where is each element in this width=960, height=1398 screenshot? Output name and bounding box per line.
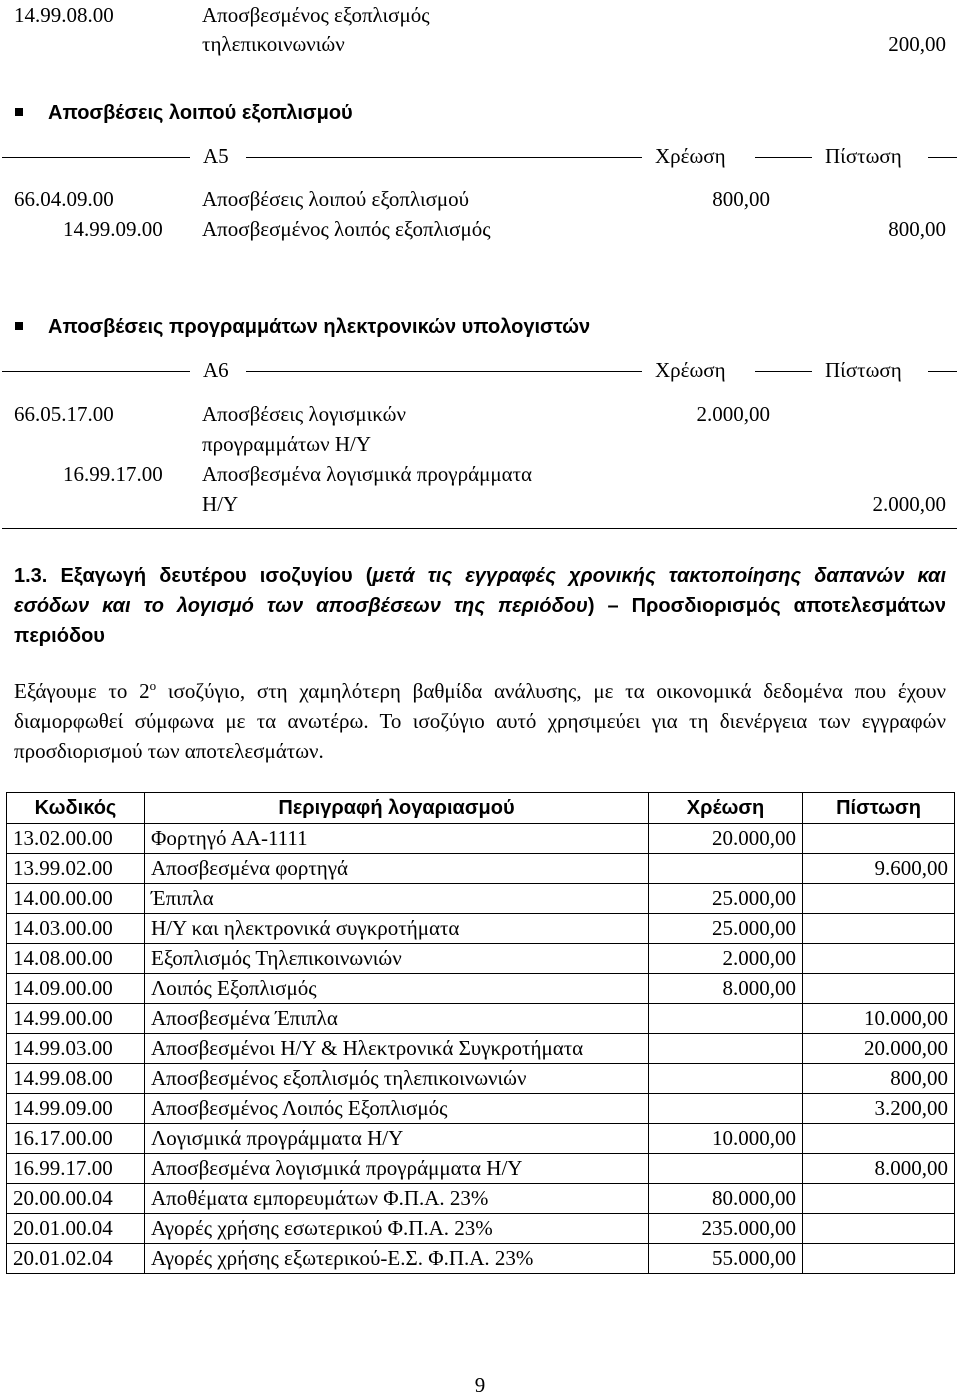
cell-credit: 3.200,00 (803, 1094, 955, 1124)
cell-code: 14.99.03.00 (7, 1034, 145, 1064)
trial-balance-table (6, 792, 955, 1274)
cell-credit (803, 1184, 955, 1214)
top-entry-credit: 200,00 (888, 32, 946, 56)
cell-credit (803, 974, 955, 1004)
table-row (7, 1124, 955, 1154)
a6-row-desc-line1: Αποσβεσμένα λογισμικά προγράμματα (202, 462, 533, 486)
column-header: Πίστωση (803, 793, 955, 824)
cell-debit: 235.000,00 (649, 1214, 803, 1244)
a6-credit-label: Πίστωση (825, 358, 902, 382)
table-row (7, 824, 955, 854)
cell-debit: 20.000,00 (649, 824, 803, 854)
cell-code: 14.00.00.00 (7, 884, 145, 914)
cell-code: 14.99.09.00 (7, 1094, 145, 1124)
cell-credit (803, 824, 955, 854)
a6-row-credit: 2.000,00 (872, 492, 946, 516)
bullet-icon (15, 108, 23, 116)
table-row (7, 1154, 955, 1184)
cell-code: 13.99.02.00 (7, 854, 145, 884)
cell-debit: 80.000,00 (649, 1184, 803, 1214)
bullet-icon (15, 322, 23, 330)
divider (2, 371, 190, 372)
top-entry-desc-line1: Αποσβεσμένος εξοπλισμός (202, 3, 430, 27)
cell-desc: Αποσβεσμένοι Η/Υ & Ηλεκτρονικά Συγκροτήματα (145, 1034, 649, 1064)
cell-desc: Εξοπλισμός Τηλεπικοινωνιών (145, 944, 649, 974)
divider (755, 371, 812, 372)
cell-code: 13.02.00.00 (7, 824, 145, 854)
top-entry-desc-line2: τηλεπικοινωνιών (202, 32, 345, 56)
divider (246, 371, 642, 372)
cell-desc: Αποσβεσμένος εξοπλισμός τηλεπικοινωνιών (145, 1064, 649, 1094)
body-paragraph: Εξάγουμε το $2^o$ ισοζύγιο, στη χαμηλότερη βαθμίδα ανάλυσης, με τα οικονομικά δεδομένα που έχουν διαμορφωθεί σύμφωνα με τα ανωτέρω. Το ισοζύγιο αυτό χρησιμεύει για τη διενέργεια των εγγραφών προσδιορισμού των αποτελεσμάτων. (14, 678, 946, 763)
cell-desc: Αγορές χρήσης εξωτερικού-Ε.Σ. Φ.Π.Α. 23% (145, 1244, 649, 1274)
cell-code: 14.08.00.00 (7, 944, 145, 974)
cell-desc: Έπιπλα (145, 884, 649, 914)
cell-debit: 10.000,00 (649, 1124, 803, 1154)
cell-code: 14.99.00.00 (7, 1004, 145, 1034)
cell-debit (649, 1154, 803, 1184)
a6-row-desc-line2: Η/Υ (202, 492, 239, 516)
section-a5-title: Αποσβέσεις λοιπού εξοπλισμού (48, 102, 353, 124)
divider (246, 157, 642, 158)
cell-debit (649, 1094, 803, 1124)
a5-row-code: 66.04.09.00 (14, 187, 114, 211)
table-row (7, 854, 955, 884)
cell-code: 20.00.00.04 (7, 1184, 145, 1214)
divider (928, 371, 957, 372)
a6-row-code: 16.99.17.00 (63, 462, 163, 486)
cell-debit: 25.000,00 (649, 914, 803, 944)
a6-debit-label: Χρέωση (655, 358, 726, 382)
heading-italic: μετά τις εγγραφές χρονικής τακτοποίησης δαπανών και εσόδων και το λογισμό των αποσβέσεων της περιόδου (14, 565, 946, 617)
cell-debit (649, 854, 803, 884)
column-header: Κωδικός (7, 793, 145, 824)
cell-code: 16.99.17.00 (7, 1154, 145, 1184)
cell-credit: 800,00 (803, 1064, 955, 1094)
table-row (7, 1094, 955, 1124)
a5-row-desc: Αποσβέσεις λοιπού εξοπλισμού (202, 187, 470, 211)
cell-desc: Αποσβεσμένα Έπιπλα (145, 1004, 649, 1034)
a5-debit-label: Χρέωση (655, 144, 726, 168)
cell-credit (803, 1124, 955, 1154)
cell-code: 20.01.02.04 (7, 1244, 145, 1274)
section-number: 1.3. (14, 565, 48, 587)
cell-debit: 25.000,00 (649, 884, 803, 914)
column-header: Περιγραφή λογαριασμού (145, 793, 649, 824)
cell-code: 14.99.08.00 (7, 1064, 145, 1094)
page-number: 9 (474, 1373, 486, 1397)
a5-article-label: Α5 (203, 144, 229, 168)
cell-credit (803, 1214, 955, 1244)
cell-debit (649, 1034, 803, 1064)
cell-debit: 55.000,00 (649, 1244, 803, 1274)
cell-desc: Αποσβεσμένα φορτηγά (145, 854, 649, 884)
divider (755, 157, 812, 158)
table-row (7, 884, 955, 914)
cell-desc: Λογισμικά προγράμματα Η/Υ (145, 1124, 649, 1154)
top-entry-code: 14.99.08.00 (14, 3, 114, 27)
section-a6-title: Αποσβέσεις προγραμμάτων ηλεκτρονικών υπολογιστών (48, 316, 591, 338)
a6-article-label: Α6 (203, 358, 229, 382)
table-row (7, 1004, 955, 1034)
table-row (7, 1244, 955, 1274)
a6-row-debit: 2.000,00 (696, 402, 770, 426)
cell-desc: Η/Υ και ηλεκτρονικά συγκροτήματα (145, 914, 649, 944)
cell-debit (649, 1004, 803, 1034)
table-row (7, 974, 955, 1004)
cell-code: 20.01.00.04 (7, 1214, 145, 1244)
cell-debit: 8.000,00 (649, 974, 803, 1004)
cell-credit (803, 1244, 955, 1274)
cell-desc: Αγορές χρήσης εσωτερικού Φ.Π.Α. 23% (145, 1214, 649, 1244)
divider (928, 157, 957, 158)
cell-desc: Φορτηγό ΑΑ-1111 (145, 824, 649, 854)
cell-credit (803, 884, 955, 914)
table-row (7, 1064, 955, 1094)
table-row (7, 1034, 955, 1064)
section-heading: 1.3. Εξαγωγή δευτέρου ισοζυγίου (μετά τις εγγραφές χρονικής τακτοποίησης δαπανών και εσόδων και το λογισμό των αποσβέσεων της περιόδου) – Προσδιορισμός αποτελεσμάτων περιόδου (14, 565, 946, 647)
a6-row-desc-line2: προγραμμάτων Η/Υ (202, 432, 372, 456)
cell-desc: Λοιπός Εξοπλισμός (145, 974, 649, 1004)
a5-row-credit: 800,00 (888, 217, 946, 241)
a5-row-desc: Αποσβεσμένος λοιπός εξοπλισμός (202, 217, 491, 241)
cell-code: 14.09.00.00 (7, 974, 145, 1004)
table-row (7, 914, 955, 944)
a5-row-code: 14.99.09.00 (63, 217, 163, 241)
cell-credit (803, 914, 955, 944)
cell-code: 14.03.00.00 (7, 914, 145, 944)
a5-credit-label: Πίστωση (825, 144, 902, 168)
cell-credit: 8.000,00 (803, 1154, 955, 1184)
a6-row-desc-line1: Αποσβέσεις λογισμικών (202, 402, 407, 426)
cell-code: 16.17.00.00 (7, 1124, 145, 1154)
divider (2, 157, 190, 158)
cell-credit: 10.000,00 (803, 1004, 955, 1034)
cell-credit: 9.600,00 (803, 854, 955, 884)
a6-row-code: 66.05.17.00 (14, 402, 114, 426)
cell-debit: 2.000,00 (649, 944, 803, 974)
table-row (7, 1184, 955, 1214)
cell-credit (803, 944, 955, 974)
table-row (7, 944, 955, 974)
cell-desc: Αποθέματα εμπορευμάτων Φ.Π.Α. 23% (145, 1184, 649, 1214)
column-header: Χρέωση (649, 793, 803, 824)
cell-credit: 20.000,00 (803, 1034, 955, 1064)
cell-desc: Αποσβεσμένα λογισμικά προγράμματα Η/Υ (145, 1154, 649, 1184)
cell-debit (649, 1064, 803, 1094)
cell-desc: Αποσβεσμένος Λοιπός Εξοπλισμός (145, 1094, 649, 1124)
a5-row-debit: 800,00 (712, 187, 770, 211)
divider (2, 528, 957, 529)
table-header-row (7, 793, 955, 824)
table-row (7, 1214, 955, 1244)
